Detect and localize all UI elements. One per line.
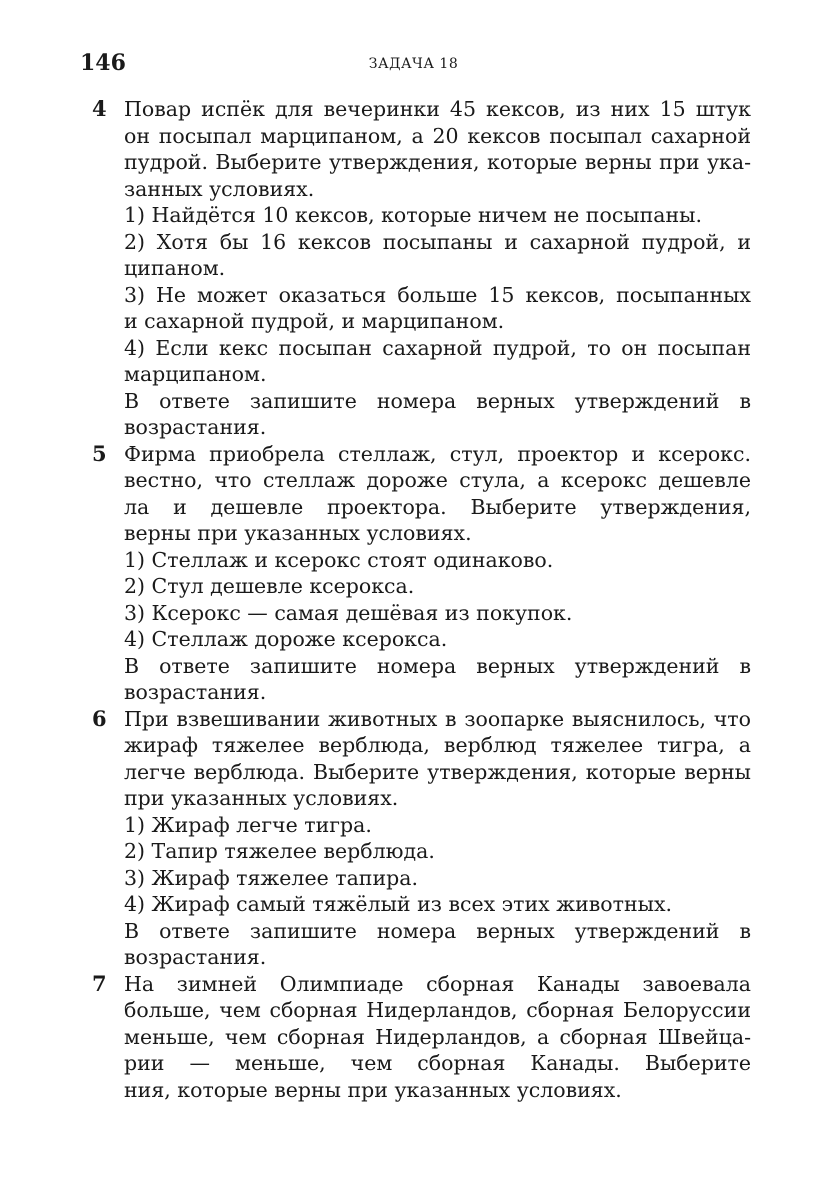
text-line: 2) Стул дешевле ксерокса. — [124, 574, 415, 598]
text-line: При взвешивании животных в зоопарке выяснилось, что — [124, 706, 751, 731]
problem-6 — [0, 706, 827, 971]
text-line: рии — меньше, чем сборная Канады. Выберите — [124, 1051, 751, 1075]
text-line: Фирма приобрела стеллаж, стул, проектор и ксерокс. — [124, 441, 751, 466]
text-line: 4) Жираф самый тяжёлый из всех этих животных. — [124, 892, 673, 916]
text-line: занных условиях. — [124, 176, 315, 201]
text-line: вестно, что стеллаж дороже стула, а ксерокс дешевле — [124, 468, 751, 492]
text-line: 3) Не может оказаться больше 15 кексов, посыпанных — [124, 282, 751, 307]
text-line: больше, чем сборная Нидерландов, сборная Белоруссии — [124, 998, 751, 1022]
text-line: возрастания. — [124, 680, 267, 704]
problem-number: 5 — [92, 440, 107, 466]
problem-number: 7 — [92, 970, 107, 996]
problem-7 — [0, 971, 827, 1104]
text-line: 2) Тапир тяжелее верблюда. — [124, 839, 435, 863]
problem-5 — [0, 441, 827, 706]
text-line: 1) Жираф легче тигра. — [124, 812, 372, 837]
text-line: ципаном. — [124, 256, 226, 280]
text-line: при указанных условиях. — [124, 786, 399, 810]
text-line: В ответе запишите номера верных утверждений в — [124, 388, 751, 413]
problem-4 — [0, 96, 827, 441]
page-number: 146 — [80, 50, 126, 76]
text-line: ла и дешевле проектора. Выберите утверждения, — [124, 494, 751, 519]
text-line: 3) Жираф тяжелее тапира. — [124, 865, 418, 890]
text-line: 4) Стеллаж дороже ксерокса. — [124, 627, 448, 651]
text-line: ния, которые верны при указанных условиях. — [124, 1077, 622, 1102]
problem-number: 6 — [92, 705, 107, 731]
text-line: возрастания. — [124, 415, 267, 439]
text-line: жираф тяжелее верблюда, верблюд тяжелее тигра, а — [124, 733, 751, 757]
text-line: меньше, чем сборная Нидерландов, а сборная Швейца- — [124, 1024, 751, 1049]
text-line: 4) Если кекс посыпан сахарной пудрой, то он посыпан — [124, 335, 751, 360]
text-line: В ответе запишите номера верных утверждений в — [124, 918, 751, 943]
text-line: В ответе запишите номера верных утверждений в — [124, 653, 751, 678]
text-line: марципаном. — [124, 362, 267, 386]
running-head: ЗАДАЧА 18 — [368, 56, 459, 72]
text-line: На зимней Олимпиаде сборная Канады завоевала — [124, 971, 751, 996]
text-line: он посыпал марципаном, а 20 кексов посыпал сахарной — [124, 123, 751, 148]
text-line: и сахарной пудрой, и марципаном. — [124, 309, 505, 333]
problem-number: 4 — [92, 96, 107, 121]
problem-list — [0, 96, 827, 1103]
text-line: 2) Хотя бы 16 кексов посыпаны и сахарной пудрой, и — [124, 229, 751, 254]
text-line: 1) Стеллаж и ксерокс стоят одинаково. — [124, 547, 554, 572]
text-line: верны при указанных условиях. — [124, 521, 472, 545]
text-line: 1) Найдётся 10 кексов, которые ничем не посыпаны. — [124, 203, 702, 227]
text-line: пудрой. Выберите утверждения, которые верны при ука- — [124, 150, 751, 174]
text-line: Повар испёк для вечеринки 45 кексов, из них 15 штук — [124, 97, 751, 121]
text-line: 3) Ксерокс — самая дешёвая из покупок. — [124, 600, 573, 625]
text-line: легче верблюда. Выберите утверждения, которые верны — [124, 759, 751, 784]
text-line: возрастания. — [124, 945, 267, 969]
